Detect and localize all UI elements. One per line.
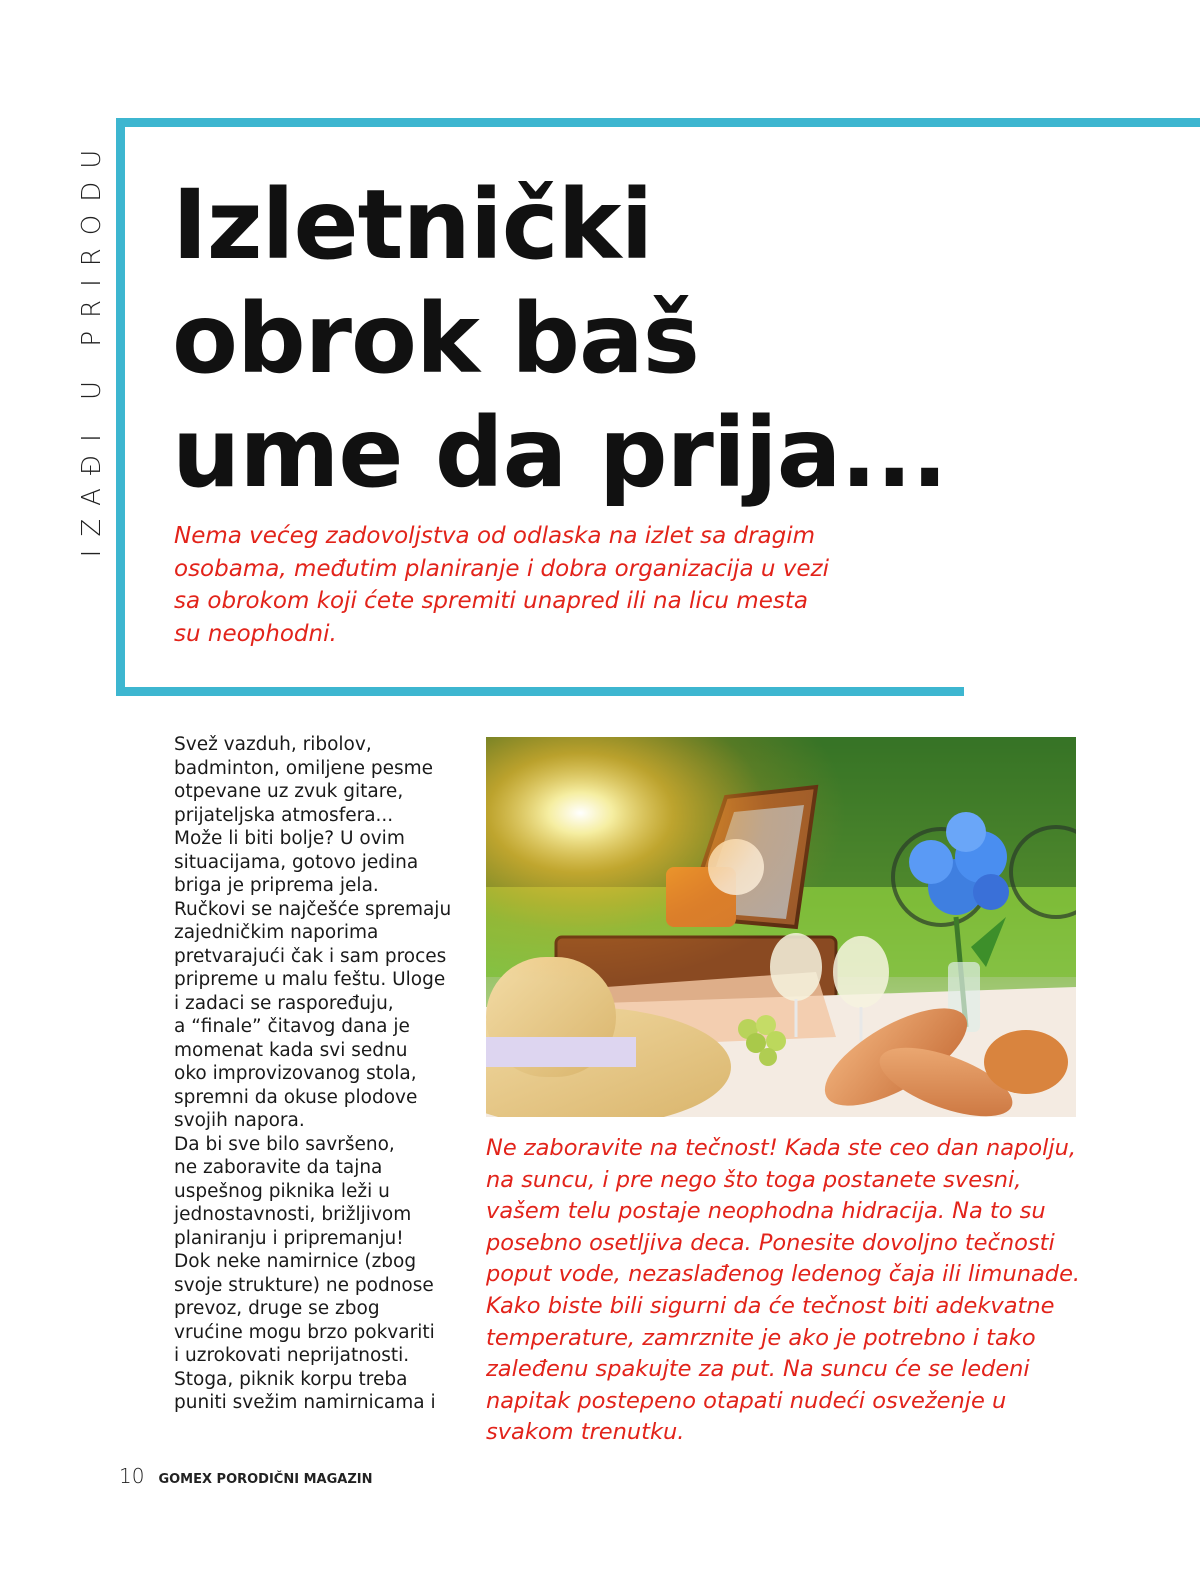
body-line: jednostavnosti, brižljivom: [174, 1204, 412, 1225]
page-number: 10: [119, 1464, 145, 1488]
headline: [172, 168, 992, 510]
frame-bottom-border: [116, 687, 964, 696]
headline-line-1: Izletnički: [172, 169, 653, 281]
headline-line-3: ume da prija...: [172, 397, 947, 509]
body-line: i uzrokovati neprijatnosti.: [174, 1345, 410, 1366]
sidebar-note: Ne zaboravite na tečnost! Kada ste ceo dan napolju, na suncu, i pre nego što toga postanete svesni, vašem telu postaje neophodna hidracija. Na to su posebno osetljiva deca. Ponesite dovoljno tečnosti poput vode, nezaslađenog ledenog čaja ili limunade. Kako biste bili sigurni da će tečnost biti adekvatne temperature, zamrznite je ako je potrebno i tako zaleđenu spakujte za put. Na suncu će se ledeni napitak postepeno otapati nudeći osveženje u svakom trenutku.: [486, 1135, 1081, 1446]
headline-line-2: obrok baš: [172, 283, 699, 395]
body-line: svojih napora.: [174, 1110, 305, 1131]
magazine-name: GOMEX PORODIČNI MAGAZIN: [158, 1472, 373, 1487]
body-line: pripreme u malu feštu. Uloge: [174, 969, 446, 990]
body-line: prevoz, druge se zbog: [174, 1298, 380, 1319]
body-line: Može li biti bolje? U ovim: [174, 828, 405, 849]
body-line: briga je priprema jela.: [174, 875, 379, 896]
body-line: i zadaci se raspoređuju,: [174, 992, 394, 1014]
body-line: zajedničkim naporima: [174, 922, 379, 943]
body-line: otpevane uz zvuk gitare,: [174, 781, 404, 802]
body-line: Stoga, piknik korpu treba: [174, 1368, 408, 1390]
body-text: [174, 733, 464, 1415]
frame-left-border: [116, 118, 125, 696]
picnic-photo: [486, 737, 1076, 1117]
footer: [119, 1464, 372, 1488]
body-line: oko improvizovanog stola,: [174, 1063, 417, 1084]
body-line: momenat kada svi sednu: [174, 1039, 408, 1061]
frame-top-border: [116, 118, 1200, 127]
body-line: a “finale” čitavog dana je: [174, 1016, 410, 1037]
picnic-illustration: [486, 737, 1076, 1117]
body-line: Dok neke namirnice (zbog: [174, 1251, 417, 1272]
body-line: pretvarajući čak i sam proces: [174, 945, 447, 967]
body-line: situacijama, gotovo jedina: [174, 851, 419, 873]
section-label: IZAĐI U PRIRODU: [77, 136, 107, 558]
body-line: Svež vazduh, ribolov,: [174, 734, 372, 755]
body-line: planiranju i pripremanju!: [174, 1227, 404, 1249]
body-line: Da bi sve bilo savršeno,: [174, 1133, 395, 1155]
body-line: Ručkovi se najčešće spremaju: [174, 898, 452, 920]
body-line: prijateljska atmosfera...: [174, 804, 394, 826]
body-line: badminton, omiljene pesme: [174, 757, 434, 779]
body-line: vrućine mogu brzo pokvariti: [174, 1321, 435, 1343]
body-line: puniti svežim namirnicama i: [174, 1392, 436, 1413]
lead-paragraph: Nema većeg zadovoljstva od odlaska na izlet sa dragim osobama, međutim planiranje i dobra organizacija u vezi sa obrokom koji ćete spremiti unapred ili na licu mesta su neophodni.: [174, 523, 829, 647]
body-line: spremni da okuse plodove: [174, 1086, 418, 1108]
body-line: uspešnog piknika leži u: [174, 1180, 390, 1202]
body-line: ne zaboravite da tajna: [174, 1157, 383, 1178]
body-line: svoje strukture) ne podnose: [174, 1274, 434, 1296]
